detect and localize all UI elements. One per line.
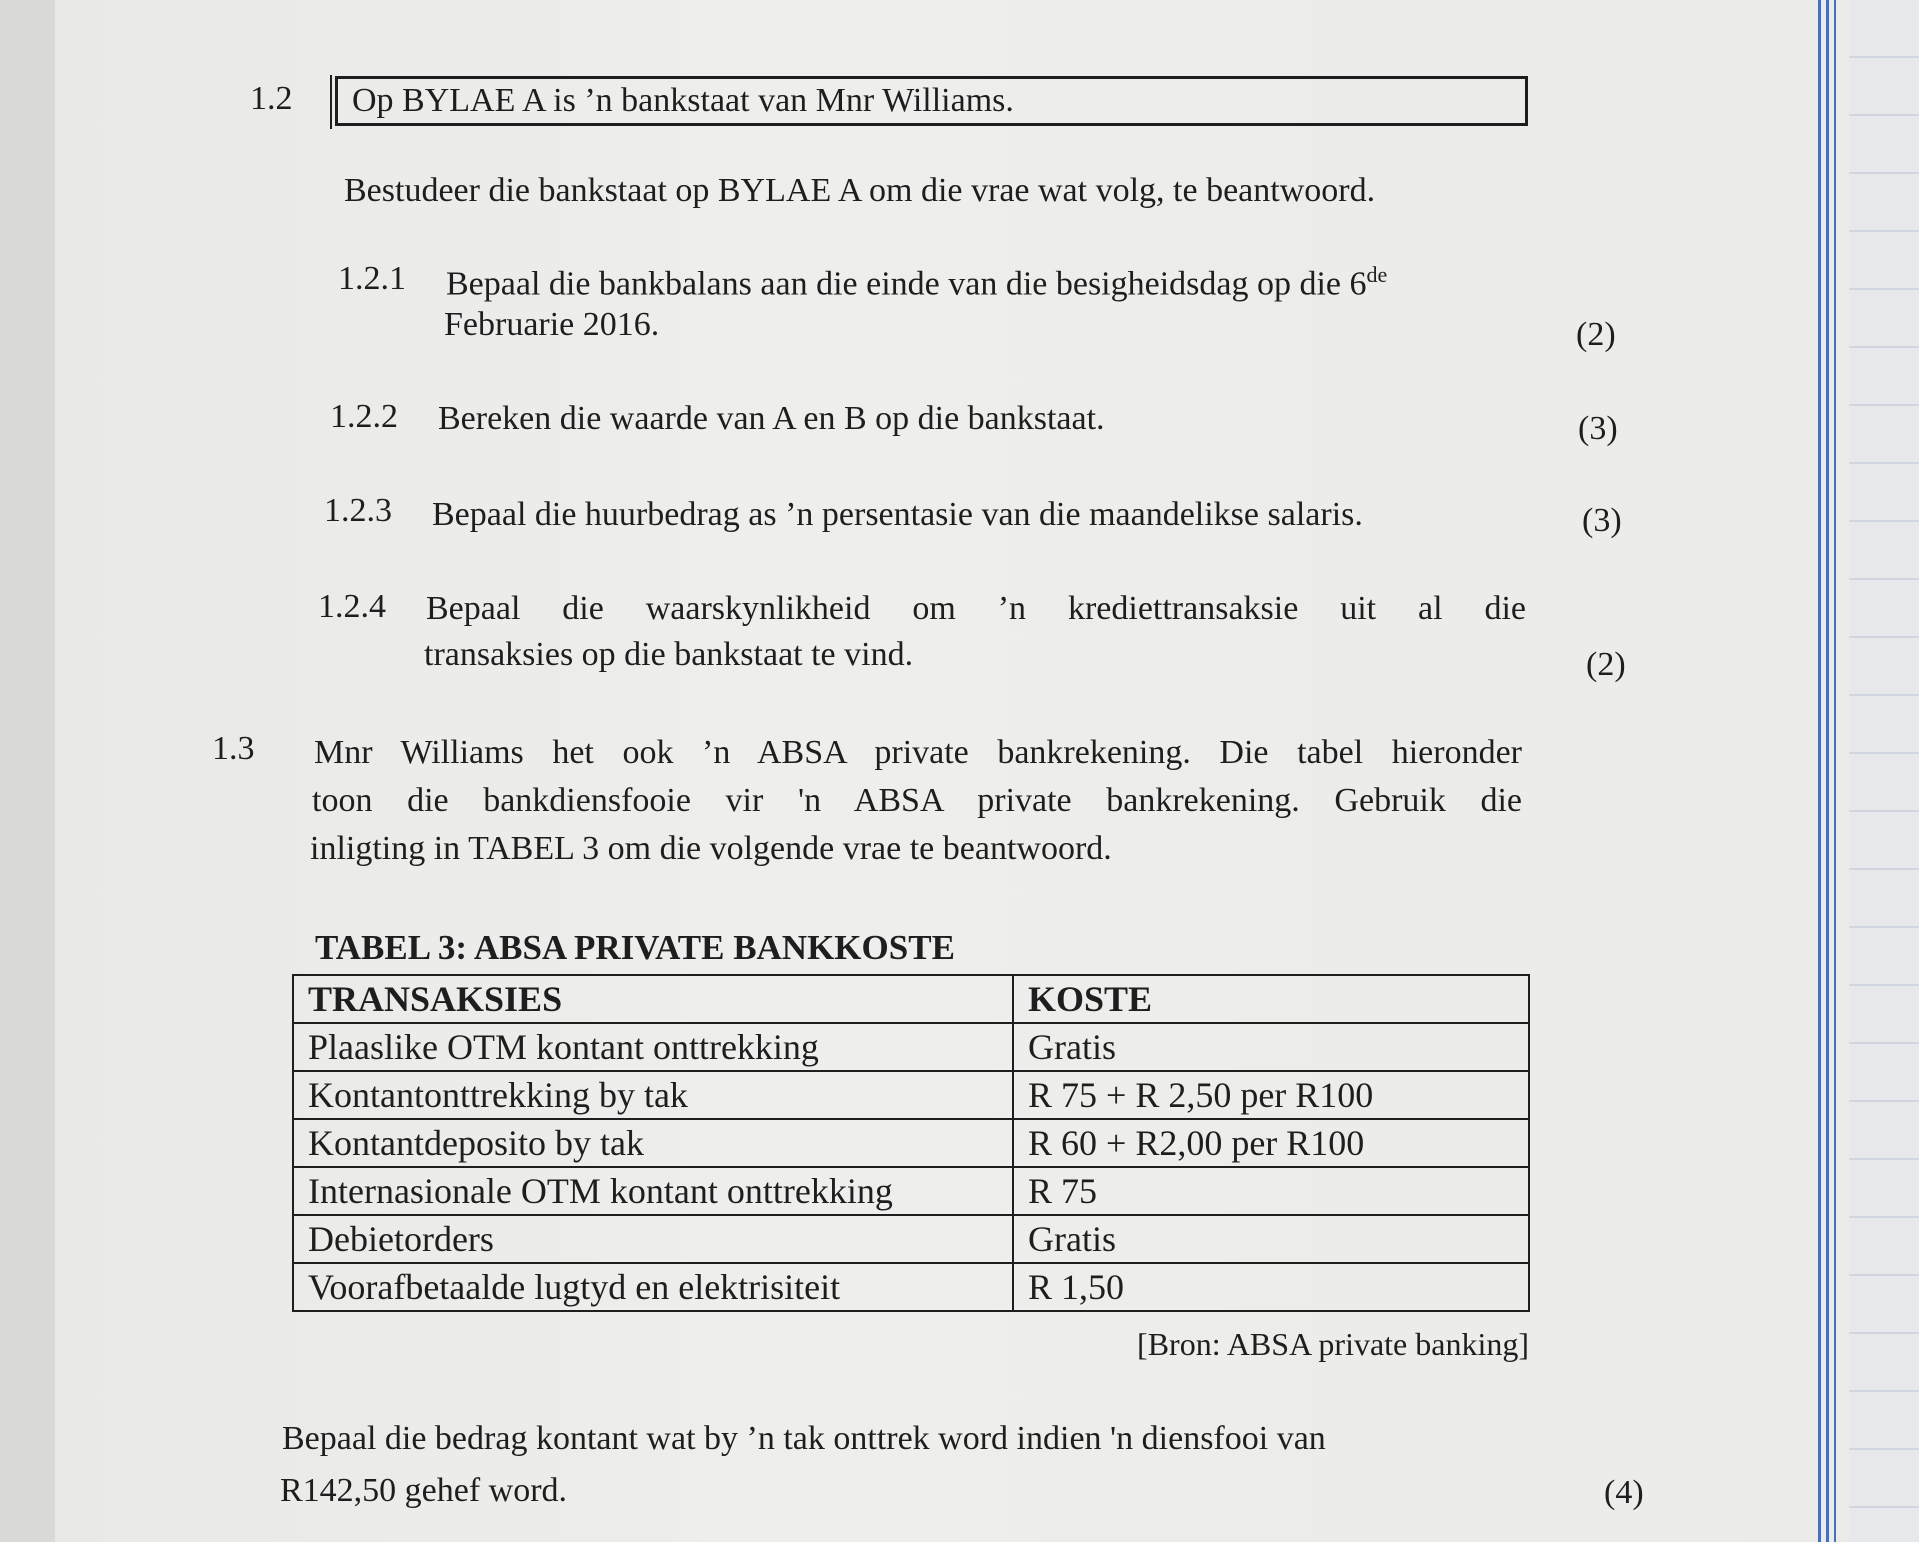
question-text: Bepaal die bedrag kontant wat by ’n tak onttrek word indien 'n diensfooi van — [282, 1420, 1326, 1457]
table-row — [293, 1215, 1529, 1263]
table-cell: R 75 — [1013, 1167, 1529, 1215]
intro-text: Bestudeer die bankstaat op BYLAE A om die vrae wat volg, te beantwoord. — [344, 172, 1376, 209]
paragraph-line: inligting in TABEL 3 om die volgende vrae te beantwoord. — [310, 830, 1112, 867]
table-header-row — [293, 975, 1529, 1023]
subquestion-number: 1.2.1 — [338, 260, 406, 297]
marks: (4) — [1604, 1474, 1644, 1511]
question-number: 1.2 — [250, 80, 293, 117]
table-row — [293, 1023, 1529, 1071]
paragraph-line: Mnr Williams het ook ’n ABSA private bankrekening. Die tabel hieronder — [314, 734, 1522, 771]
subquestion-text: transaksies op die bankstaat te vind. — [424, 636, 914, 673]
question-text: R142,50 gehef word. — [280, 1472, 568, 1509]
table-cell: R 60 + R2,00 per R100 — [1013, 1119, 1529, 1167]
table-source: [Bron: ABSA private banking] — [1137, 1326, 1529, 1362]
annexure-box: Op BYLAE A is ’n bankstaat van Mnr Williams. — [335, 76, 1528, 126]
table-row — [293, 1071, 1529, 1119]
table-cell: Kontantonttrekking by tak — [293, 1071, 1013, 1119]
marks: (2) — [1576, 316, 1616, 353]
subquestion-number: 1.2.4 — [318, 588, 386, 625]
table-row — [293, 1119, 1529, 1167]
table-cell: Plaaslike OTM kontant onttrekking — [293, 1023, 1013, 1071]
subquestion-text: Bepaal die waarskynlikheid om ’n krediettransaksie uit al die — [426, 590, 1526, 627]
question-number: 1.3 — [212, 730, 255, 767]
subquestion-text: Bereken die waarde van A en B op die bankstaat. — [438, 400, 1105, 437]
table-cell: Gratis — [1013, 1023, 1529, 1071]
table-row — [293, 1167, 1529, 1215]
column-header: KOSTE — [1013, 975, 1529, 1023]
background-notebook — [1849, 0, 1919, 1542]
marks: (2) — [1586, 646, 1626, 683]
table-cell: R 75 + R 2,50 per R100 — [1013, 1071, 1529, 1119]
paragraph-line: toon die bankdiensfooie vir 'n ABSA private bankrekening. Gebruik die — [312, 782, 1522, 819]
subquestion-number: 1.2.2 — [330, 398, 398, 435]
table-cell: Gratis — [1013, 1215, 1529, 1263]
margin-line — [1834, 0, 1836, 1542]
subquestion-text: Februarie 2016. — [444, 306, 660, 343]
subquestion-number: 1.2.3 — [324, 492, 392, 529]
marks: (3) — [1582, 502, 1622, 539]
table-cell: Internasionale OTM kontant onttrekking — [293, 1167, 1013, 1215]
table-title: TABEL 3: ABSA PRIVATE BANKKOSTE — [315, 928, 955, 967]
table-cell: Debietorders — [293, 1215, 1013, 1263]
marks: (3) — [1578, 410, 1618, 447]
subquestion-text: Bepaal die bankbalans aan die einde van die besigheidsdag op die 6de — [446, 262, 1388, 303]
table-cell: Voorafbetaalde lugtyd en elektrisiteit — [293, 1263, 1013, 1311]
table-cell: Kontantdeposito by tak — [293, 1119, 1013, 1167]
subquestion-text: Bepaal die huurbedrag as ’n persentasie van die maandelikse salaris. — [432, 496, 1363, 533]
margin-line — [1826, 0, 1829, 1542]
margin-line — [1818, 0, 1821, 1542]
table-row — [293, 1263, 1529, 1311]
column-header: TRANSAKSIES — [293, 975, 1013, 1023]
bank-costs-table — [292, 974, 1530, 1312]
table-cell: R 1,50 — [1013, 1263, 1529, 1311]
